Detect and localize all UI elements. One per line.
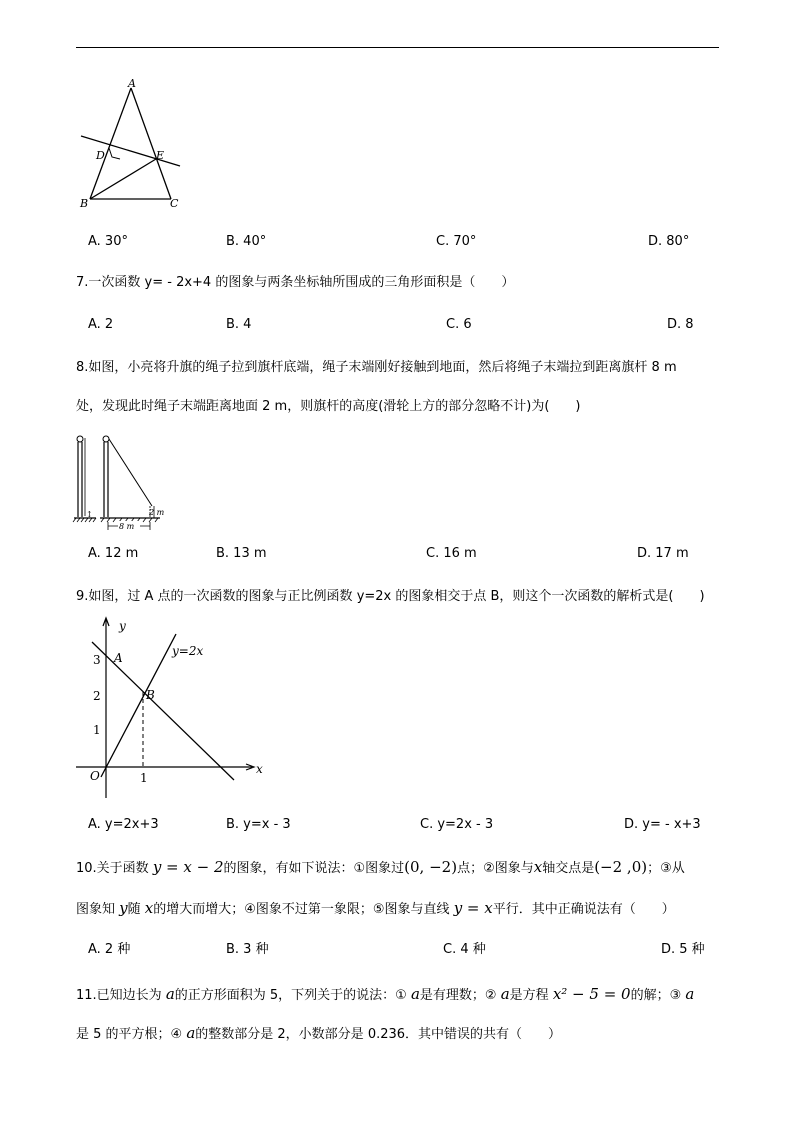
q9-x-tick-1: 1 bbox=[140, 771, 148, 785]
q9-x-axis-label: x bbox=[256, 762, 263, 776]
q7-option-c[interactable]: C. 6 bbox=[446, 317, 472, 332]
q6-segment-be bbox=[90, 159, 156, 199]
q9-option-d[interactable]: D. y= - x+3 bbox=[624, 817, 701, 832]
q9-option-c[interactable]: C. y=2x - 3 bbox=[420, 817, 494, 832]
q6-label-b: B bbox=[80, 197, 89, 210]
q8-option-c[interactable]: C. 16 m bbox=[426, 546, 477, 561]
q10-question-line1: 10.关于函数 y = x − 2的图象，有如下说法：①图象过(0, −2)点；②图象与x轴交点是(−2 ,0)；③从 bbox=[76, 858, 685, 876]
q6-label-e: E bbox=[156, 149, 165, 162]
q6-right-angle-mark bbox=[109, 148, 120, 159]
q8-label-8m: 8 m bbox=[119, 522, 135, 531]
q8-option-a[interactable]: A. 12 m bbox=[88, 546, 139, 561]
q9-point-a-label: A bbox=[114, 651, 123, 665]
q8-option-b[interactable]: B. 13 m bbox=[216, 546, 267, 561]
q10-option-d[interactable]: D. 5 种 bbox=[661, 942, 705, 957]
q9-graph-figure bbox=[76, 612, 276, 802]
q9-y-axis-label: y bbox=[119, 619, 126, 633]
q10-point2: (−2 ,0) bbox=[594, 858, 648, 876]
q7-question: 7.一次函数 y= - 2x+4 的图象与两条坐标轴所围成的三角形面积是（ ） bbox=[76, 275, 515, 290]
q7-option-b[interactable]: B. 4 bbox=[226, 317, 252, 332]
q6-label-c: C bbox=[170, 197, 179, 210]
q9-option-a[interactable]: A. y=2x+3 bbox=[88, 817, 159, 832]
q7-option-a[interactable]: A. 2 bbox=[88, 317, 114, 332]
q9-y-tick-2: 2 bbox=[93, 689, 101, 703]
q9-y-tick-3: 3 bbox=[93, 653, 101, 667]
q10-option-a[interactable]: A. 2 种 bbox=[88, 942, 131, 957]
q10-formula: y = x − 2 bbox=[152, 858, 224, 876]
q11-question-line1: 11.已知边长为 a的正方形面积为 5，下列关于的说法：① a是有理数；② a是方程 x² − 5 = 0的解；③ a bbox=[76, 985, 695, 1003]
header-rule bbox=[76, 47, 719, 48]
q10-option-c[interactable]: C. 4 种 bbox=[443, 942, 486, 957]
q9-line-y2x bbox=[101, 634, 176, 777]
q6-label-d: D bbox=[96, 149, 105, 162]
q8-question-line2: 处，发现此时绳子末端距离地面 2 m，则旗杆的高度(滑轮上方的部分忽略不计)为( ) bbox=[76, 399, 581, 414]
q10-point1: (0, −2) bbox=[404, 858, 458, 876]
q9-point-b-label: B bbox=[146, 688, 155, 702]
q6-label-a: A bbox=[128, 77, 136, 90]
q9-line-label: y=2x bbox=[172, 644, 204, 658]
q10-line: y = x bbox=[453, 899, 493, 917]
q9-y-tick-1: 1 bbox=[93, 723, 101, 737]
q8-label-2m: 2 m bbox=[149, 508, 165, 517]
q6-side-ab bbox=[90, 88, 131, 199]
q6-option-c[interactable]: C. 70° bbox=[436, 234, 477, 249]
q8-flagpole-figure bbox=[70, 430, 180, 536]
q6-option-b[interactable]: B. 40° bbox=[226, 234, 267, 249]
q9-origin-label: O bbox=[90, 769, 100, 783]
q9-question: 9.如图，过 A 点的一次函数的图象与正比例函数 y=2x 的图象相交于点 B，则这个一次函数的解析式是( ) bbox=[76, 589, 705, 604]
q8-option-d[interactable]: D. 17 m bbox=[637, 546, 689, 561]
q8-question-line1: 8.如图，小亮将升旗的绳子拉到旗杆底端，绳子末端刚好接触到地面，然后将绳子末端拉到距离旗杆 8 m bbox=[76, 360, 677, 375]
q6-side-ac bbox=[131, 88, 171, 199]
q10-option-b[interactable]: B. 3 种 bbox=[226, 942, 269, 957]
q7-option-d[interactable]: D. 8 bbox=[667, 317, 694, 332]
q6-option-a[interactable]: A. 30° bbox=[88, 234, 128, 249]
q10-question-line2: 图象知 y随 x的增大而增大；④图象不过第一象限；⑤图象与直线 y = x平行．其中正确说法有（ ） bbox=[76, 899, 675, 917]
q11-question-line2: 是 5 的平方根；④ a的整数部分是 2，小数部分是 0.236．其中错误的共有（ ） bbox=[76, 1024, 562, 1042]
q6-option-d[interactable]: D. 80° bbox=[648, 234, 690, 249]
svg-text:↕: ↕ bbox=[86, 510, 93, 519]
q11-equation: x² − 5 = 0 bbox=[552, 985, 631, 1003]
q6-triangle-figure bbox=[76, 76, 186, 212]
q9-option-b[interactable]: B. y=x - 3 bbox=[226, 817, 291, 832]
